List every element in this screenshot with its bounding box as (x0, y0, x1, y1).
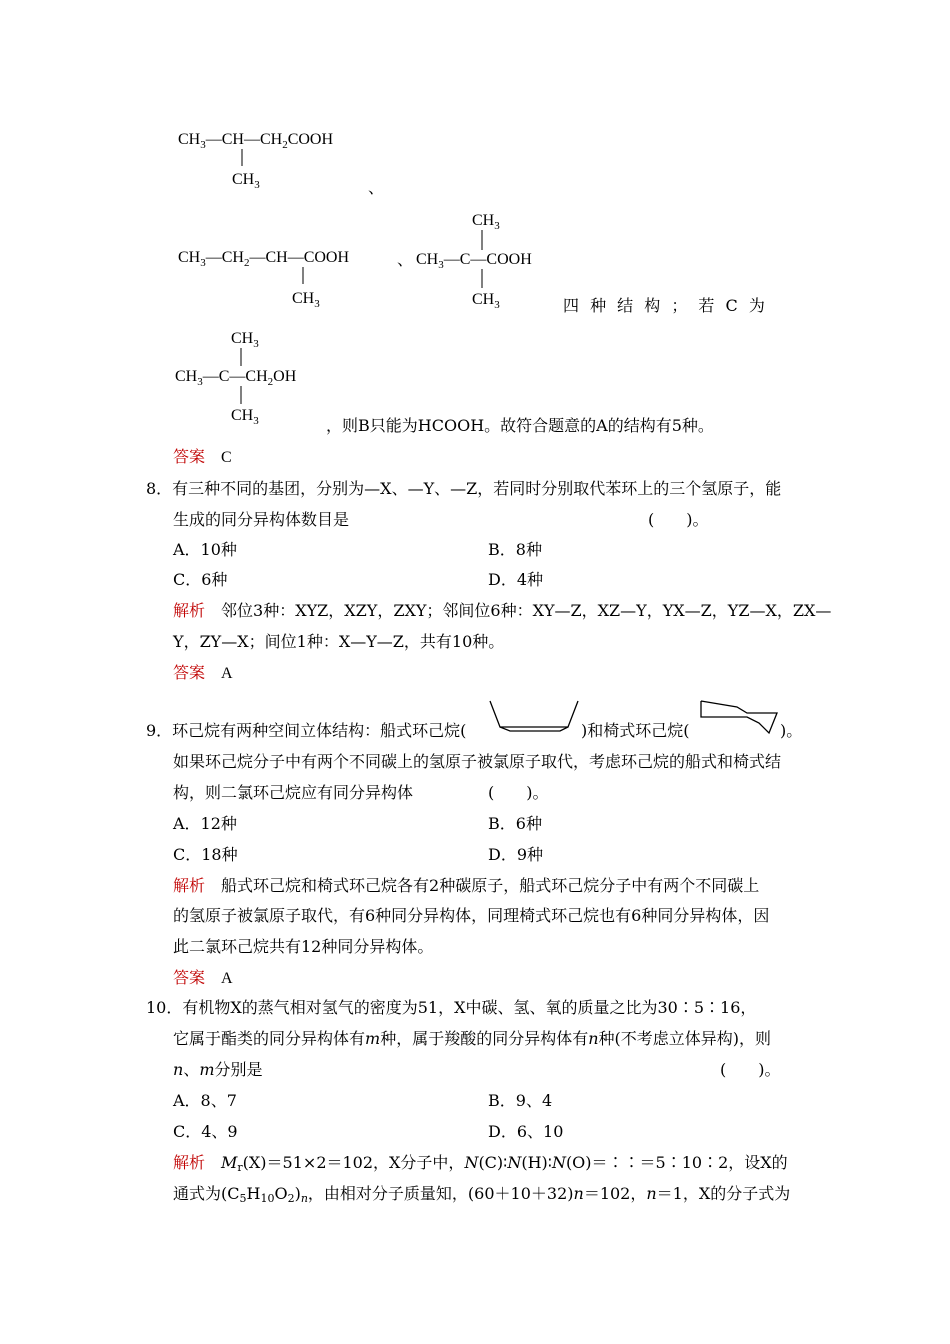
conclusion-text: ，则B只能为HCOOH。故符合题意的A的结构有5种。 (326, 416, 714, 435)
comma-separator-2: 、 (397, 250, 414, 269)
analysis-text: (C)∶ (478, 1153, 508, 1172)
q10-text: 种，属于羧酸的同分异构体有 (380, 1029, 589, 1048)
q10-text: 、 (183, 1060, 200, 1079)
answer-label: 答案 (173, 968, 206, 987)
svg-text:CH3—C—CH2OH: $CH_3—C—CH_2OH$ (175, 368, 297, 388)
analysis-text: ) (294, 1184, 301, 1203)
comma-separator-1: 、 (368, 178, 385, 197)
analysis-text: 船式环己烷和椅式环己烷各有2种碳原子，船式环己烷分子中有两个不同碳上 (221, 876, 760, 895)
question-9-line-2: 如果环己烷分子中有两个不同碳上的氢原子被氯原子取代，考虑环己烷的船式和椅式结 (173, 752, 782, 771)
svg-text:CH3: $CH_3$ (472, 291, 500, 311)
answer-value: C (221, 449, 232, 466)
q8-option-d: D．4种 (488, 570, 544, 589)
var-m: m (199, 1060, 215, 1079)
subscript: r (237, 1161, 243, 1174)
analysis-text: ，由相对分子质量知，(60＋10＋32) (307, 1184, 574, 1203)
answer-label: 答案 (173, 447, 206, 466)
boat-cyclohexane-icon (486, 697, 582, 737)
analysis-text: ＝102， (583, 1184, 647, 1203)
q9-analysis-line-3: 此二氯环己烷共有12种同分异构体。 (173, 937, 434, 956)
analysis-label: 解析 (173, 1153, 206, 1172)
q10-option-c: C．4、9 (173, 1122, 238, 1141)
structure-neopentyl-alcohol (175, 326, 335, 432)
var-N: N (551, 1153, 566, 1172)
structure-2-methylbutanoic-acid (178, 246, 398, 316)
analysis-label: 解析 (173, 601, 206, 620)
svg-text:CH3: $CH_3$ (231, 407, 259, 427)
svg-text:CH3—CH2—CH—COOH: $CH_3—CH_2—CH—COOH$ (178, 249, 350, 269)
var-m: m (365, 1029, 381, 1048)
q10-option-d: D．6、10 (488, 1122, 564, 1141)
answer-value: A (221, 970, 233, 987)
q8-analysis-line-2: Y，ZY—X；间位1种：X—Y—Z，共有10种。 (173, 632, 505, 651)
question-10-line-3 (173, 1060, 263, 1080)
structure-isovaleric-acid (178, 128, 378, 190)
q10-text: 分别是 (214, 1060, 263, 1079)
q9-option-d: D．9种 (488, 845, 544, 864)
analysis-text: (O)＝∶∶＝5∶10∶2，设X的 (565, 1153, 788, 1172)
structure-1-bonds (178, 128, 378, 190)
structure-2-bonds (178, 246, 398, 316)
question-9-paren: ( )。 (488, 783, 549, 802)
svg-text:CH3: $CH_3$ (232, 171, 260, 191)
q9-analysis-line-1 (173, 876, 759, 896)
q10-text: 它属于酯类的同分异构体有 (173, 1029, 366, 1048)
q8-option-a: A．10种 (173, 540, 237, 559)
svg-text:CH3: $CH_3$ (472, 212, 500, 232)
analysis-text: O (274, 1184, 288, 1203)
structure-3-bonds (416, 208, 576, 314)
svg-text:CH3: $CH_3$ (231, 330, 259, 350)
q9-option-c: C．18种 (173, 845, 238, 864)
structure-4-bonds (175, 326, 335, 432)
q9-option-a: A．12种 (173, 814, 237, 833)
structure-pivalic-acid (416, 208, 576, 314)
analysis-text: 邻位3种：XYZ，XZY，ZXY；邻间位6种：XY—Z，XZ—Y，YX—Z，YZ—X，ZX— (221, 601, 832, 620)
svg-text:CH3—CH—CH2COOH: $CH_3—CH—CH_2COOH$ (178, 131, 334, 151)
q10-analysis-line-2 (173, 1184, 790, 1209)
var-N: N (507, 1153, 522, 1172)
question-8-line-2: 生成的同分异构体数目是 (173, 510, 350, 529)
answer-7 (173, 447, 232, 468)
var-n: n (646, 1184, 657, 1203)
question-8-paren: ( )。 (648, 510, 709, 529)
answer-8 (173, 663, 233, 684)
answer-9 (173, 968, 233, 989)
q8-option-c: C．6种 (173, 570, 228, 589)
q10-analysis-line-1 (173, 1153, 788, 1178)
var-n: n (173, 1060, 184, 1079)
q10-text: 种(不考虑立体异构)，则 (598, 1029, 772, 1048)
q9-analysis-line-2: 的氢原子被氯原子取代，有6种同分异构体，同理椅式环己烷也有6种同分异构体，因 (173, 906, 770, 925)
question-9-line-1a: 9．环己烷有两种空间立体结构：船式环己烷( (146, 721, 467, 740)
analysis-text: ＝1，X的分子式为 (656, 1184, 791, 1203)
question-9-line-1c: )。 (780, 721, 803, 740)
q9-option-b: B．6种 (488, 814, 542, 833)
var-n: n (588, 1029, 599, 1048)
subscript: 2 (287, 1192, 295, 1205)
svg-text:CH3—C—COOH: $CH_3—C—COOH$ (416, 251, 532, 271)
q8-option-b: B．8种 (488, 540, 542, 559)
question-10-line-2 (173, 1029, 771, 1049)
answer-label: 答案 (173, 663, 206, 682)
question-10-line-1: 10．有机物X的蒸气相对氢气的密度为51，X中碳、氢、氧的质量之比为30∶5∶16， (146, 998, 757, 1017)
subscript-n: n (300, 1192, 308, 1205)
analysis-text: H (246, 1184, 261, 1203)
question-9-line-3: 构，则二氯环己烷应有同分异构体 (173, 783, 414, 802)
question-9-line-1b: )和椅式环己烷( (581, 721, 690, 740)
analysis-label: 解析 (173, 876, 206, 895)
analysis-text: (H)∶ (521, 1153, 552, 1172)
var-N: N (464, 1153, 479, 1172)
chair-cyclohexane-icon (697, 697, 781, 737)
var-n: n (573, 1184, 584, 1203)
var-M: M (221, 1153, 238, 1172)
answer-value: A (221, 665, 233, 682)
svg-text:CH3: $CH_3$ (292, 290, 320, 310)
q8-analysis-line-1 (173, 601, 831, 621)
question-10-paren: ( )。 (720, 1060, 781, 1079)
subscript: 5 (239, 1192, 247, 1205)
analysis-text: (X)＝51×2＝102，X分子中， (242, 1153, 465, 1172)
q10-option-a: A．8、7 (173, 1091, 237, 1110)
four-structures-text: 四 种 结 构 ； 若 C 为 (563, 296, 765, 315)
subscript: 10 (260, 1192, 275, 1205)
analysis-text: 通式为(C (173, 1184, 240, 1203)
q10-option-b: B．9、4 (488, 1091, 553, 1110)
question-8-line-1: 8．有三种不同的基团，分别为—X、—Y、—Z，若同时分别取代苯环上的三个氢原子，能 (146, 479, 782, 498)
